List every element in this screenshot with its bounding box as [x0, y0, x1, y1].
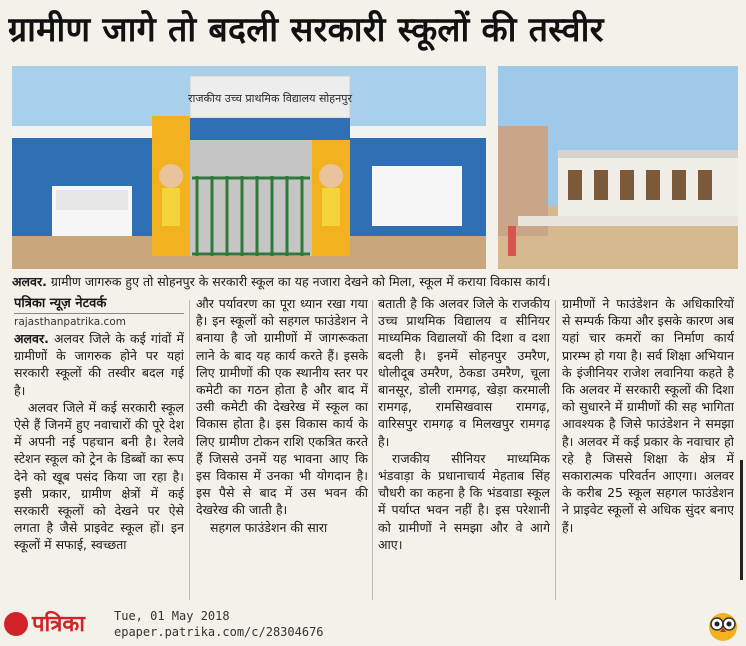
- headline: ग्रामीण जागे तो बदली सरकारी स्कूलों की तस्वीर: [8, 10, 604, 50]
- article-paragraph: अलवर जिले में कई सरकारी स्कूल ऐसे हैं जिनमें हुए नवाचारों की पूरे देश में अपनी नई पहचान बनी है। रेलवे स्टेशन स्कूल को ट्रेन के डिब्बों का रूप देने को खूब पसंद किया जा रहा है। इसी प्रकार, ग्रामीण क्षेत्रों में कई सरकारी स्कूलों को देखने पर ऐसे लगता है जैसे प्राइवेट स्कूल हों। इन स्कूलों में सफाई, स्वच्छता: [14, 399, 184, 553]
- article-paragraph: बताती है कि अलवर जिले के राजकीय उच्च प्राथमिक विद्यालय व सीनियर माध्यमिक विद्यालयों की दिशा व दशा बदली है। इनमें सोहनपुर उमरैण, धोलीदूब उमरैण, ठेकडा उमरैण, चूला बानसूर, डोली रामगढ़, खेड़ा करमाली रामगढ़, रामसिखवास रामगढ़, वारिसपुर रामगढ़ व मिलखपुर रामगढ़ है।: [378, 296, 550, 449]
- edition-meta: [114, 608, 324, 640]
- edition-url[interactable]: epaper.patrika.com/c/28304676: [114, 625, 324, 639]
- footer: [0, 606, 746, 644]
- owl-icon[interactable]: [706, 608, 740, 642]
- column-divider: [372, 300, 373, 600]
- article-column-4: [562, 295, 734, 605]
- article-paragraph: [14, 330, 184, 399]
- site-link[interactable]: rajasthanpatrika.com: [14, 316, 126, 328]
- article-column-1: [14, 295, 184, 605]
- caption-lead: अलवर.: [12, 274, 47, 289]
- photo-caption: [12, 272, 738, 292]
- scrollbar[interactable]: [740, 460, 743, 580]
- article-column-2: [196, 295, 368, 605]
- school-building-photo: [498, 66, 738, 269]
- school-sign-text: राजकीय उच्च प्राथमिक विद्यालय सोहनपुर: [188, 92, 352, 105]
- article-paragraph: ग्रामीणों ने फाउंडेशन के अधिकारियों से सम्पर्क किया और इसके कारण अब यहां चार कमरों का निर्माण कार्य प्रारम्भ हो गया है। सर्व शिक्षा अभियान के इंजीनियर राजेश लवानिया कहते है कि अलवर में सरकारी स्कूलों की दिशा को सुधारने में ग्रामीणों की सह भागिता आवश्यक है जिसे फाउंडेशन ने समझा है। अलवर में कई प्रकार के नवाचार हो रहे है जिससे शिक्षा के क्षेत्र में सकारात्मक परिवर्तन आएगा। अलवर के करीब 25 स्कूल सहगल फाउंडेशन ने प्राइवेट स्कूलों से अधिक सुंदर बनाए हैं।: [562, 296, 734, 535]
- article-paragraph: राजकीय सीनियर माध्यमिक भंडवाड़ा के प्रधानाचार्य मेहताब सिंह चौधरी का कहना है कि भंडवाडा स्कूल में पर्याप्त भवन नहीं है। इस परेशानी को ग्रामीणों ने समझा और वे आगे आए।: [378, 450, 550, 552]
- column-divider: [189, 300, 190, 600]
- edition-date: Tue, 01 May 2018: [114, 609, 230, 623]
- school-building-illustration: [498, 66, 738, 269]
- column-divider: [555, 300, 556, 600]
- logo-mark-icon: [4, 612, 28, 636]
- caption-text: ग्रामीण जागरुक हुए तो सोहनपुर के सरकारी स्कूल का यह नजारा देखने को मिला, स्कूल में कराया विकास कार्य।: [46, 274, 551, 289]
- dateline: अलवर.: [14, 331, 49, 346]
- article-paragraph: सहगल फाउंडेशन की सारा: [210, 519, 328, 535]
- byline: पत्रिका न्यूज़ नेटवर्क: [14, 295, 184, 314]
- article-column-3: [378, 295, 550, 605]
- logo-text: पत्रिका: [32, 612, 85, 637]
- school-gate-photo: [12, 66, 486, 269]
- paragraph-text: अलवर जिले के कई गांवों में ग्रामीणों के जागरुक होने पर यहां सरकारी स्कूलों की तस्वीर बदल गई है।: [14, 331, 184, 398]
- patrika-logo[interactable]: [4, 610, 98, 640]
- article-paragraph: और पर्यावरण का पूरा ध्यान रखा गया है। इन स्कूलों को सहगल फाउंडेशन ने बनाया है जो ग्रामीणों में जागरूकता लाने के बाद यह कार्य करते हैं। इसके लिए ग्रामीणों की एक स्थानीय स्तर पर कमेटी का गठन होता है और बाद में उसी कमेटी की देखरेख में स्कूल का विकास होता है। इस विकास कार्य के लिए ग्रामीण टोकन राशि एकत्रित करते हैं जिससे उनमें यह भावना आए कि इस विकास में उनका भी योगदान है। इस पैसे से बाद में उस भवन की देखरेख की जाती है।: [196, 296, 368, 518]
- school-gate-illustration: [12, 66, 486, 269]
